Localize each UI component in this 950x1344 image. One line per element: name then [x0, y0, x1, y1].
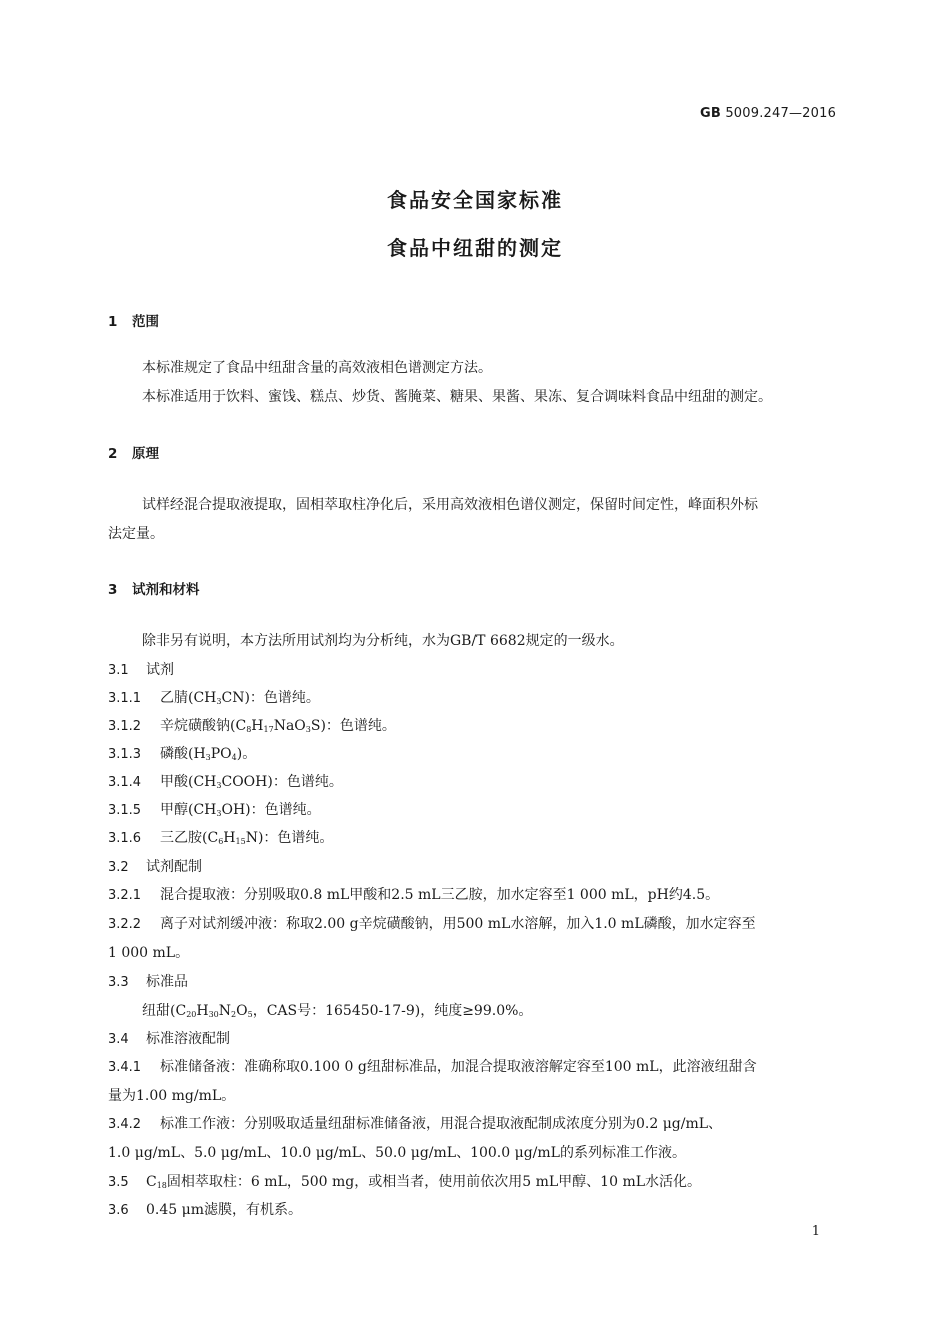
principle-paragraph-line2: 法定量。	[108, 526, 164, 542]
document-title: 食品安全国家标准	[387, 188, 563, 212]
item-3-1-3: 3.1.3 磷酸$(H_3PO_4)$。	[108, 746, 257, 762]
standard-substance-text: 纽甜($C_{20}H_{30}N_2O_5$，CAS号：165450-17-9)，纯度≥99.0%。	[142, 1003, 533, 1019]
section-3-2-heading: 3.2 试剂配制	[108, 859, 202, 875]
section-3-3-heading: 3.3 标准品	[108, 974, 188, 990]
item-3-4-2-continued: 1.0 μg/mL、5.0 μg/mL、10.0 μg/mL、50.0 μg/mL、100.0 μg/mL的系列标准工作液。	[108, 1145, 686, 1161]
item-3-4-1: 3.4.1 标准储备液：准确称取0.100 0 g纽甜标准品，加混合提取液溶解定容至100 mL，此溶液纽甜含	[108, 1059, 757, 1075]
section-2-heading: 2 原理	[108, 446, 159, 462]
scope-paragraph-2: 本标准适用于饮料、蜜饯、糕点、炒货、酱腌菜、糖果、果酱、果冻、复合调味料食品中纽甜的测定。	[142, 389, 772, 405]
item-3-1-6: 3.1.6 三乙胺$(C_6H_{15}N)$：色谱纯。	[108, 830, 334, 846]
standard-number: GB 5009.247—2016	[700, 106, 837, 121]
page-number: 1	[811, 1224, 820, 1239]
item-3-4-2: 3.4.2 标准工作液：分别吸取适量纽甜标准储备液，用混合提取液配制成浓度分别为0.2 μg/mL、	[108, 1116, 723, 1132]
item-3-1-1: 3.1.1 乙腈$(CH_3CN)$：色谱纯。	[108, 690, 320, 706]
section-3-1-heading: 3.1 试剂	[108, 662, 174, 678]
item-3-6: 3.6 0.45 μm滤膜，有机系。	[108, 1202, 302, 1218]
item-3-2-1: 3.2.1 混合提取液：分别吸取0.8 mL甲酸和2.5 mL三乙胺，加水定容至1 000 mL，pH约4.5。	[108, 887, 720, 903]
document-subtitle: 食品中纽甜的测定	[387, 236, 563, 260]
reagents-intro: 除非另有说明，本方法所用试剂均为分析纯，水为GB/T 6682规定的一级水。	[142, 633, 624, 649]
section-1-heading: 1 范围	[108, 314, 159, 330]
item-3-1-5: 3.1.5 甲醇$(CH_3OH)$：色谱纯。	[108, 802, 321, 818]
item-3-1-4: 3.1.4 甲酸$(CH_3COOH)$：色谱纯。	[108, 774, 343, 790]
principle-paragraph-line1: 试样经混合提取液提取，固相萃取柱净化后，采用高效液相色谱仪测定，保留时间定性，峰面积外标	[142, 497, 758, 513]
section-3-4-heading: 3.4 标准溶液配制	[108, 1031, 230, 1047]
item-3-2-2: 3.2.2 离子对试剂缓冲液：称取2.00 g辛烷磺酸钠，用500 mL水溶解，加入1.0 mL磷酸，加水定容至	[108, 916, 756, 932]
item-3-2-2-continued: 1 000 mL。	[108, 945, 190, 961]
item-3-4-1-continued: 量为1.00 mg/mL。	[108, 1088, 236, 1104]
item-3-5: 3.5 $C_{18}$固相萃取柱：6 mL，500 mg，或相当者，使用前依次用5 mL甲醇、10 mL水活化。	[108, 1174, 702, 1190]
item-3-1-2: 3.1.2 辛烷磺酸钠$(C_8H_{17}NaO_3S)$：色谱纯。	[108, 718, 396, 734]
scope-paragraph-1: 本标准规定了食品中纽甜含量的高效液相色谱测定方法。	[142, 360, 492, 376]
section-3-heading: 3 试剂和材料	[108, 582, 200, 598]
